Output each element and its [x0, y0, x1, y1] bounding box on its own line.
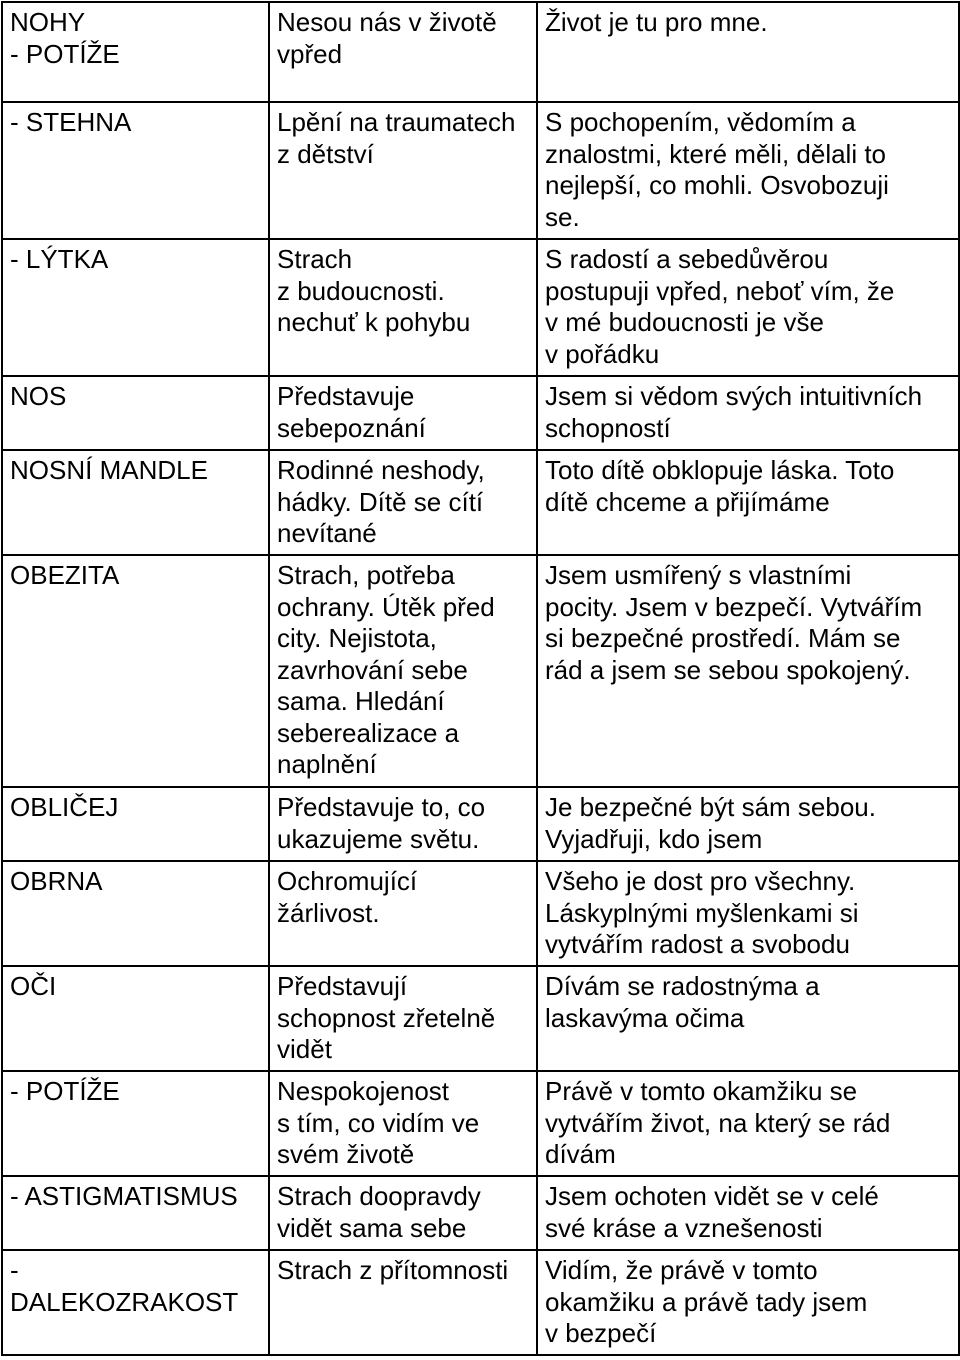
- affirmation-cell: S radostí a sebedůvěrou postupuji vpřed, neboť vím, že v mé budoucnosti je vše v pořádku: [537, 239, 959, 376]
- affirmation-cell: Jsem si vědom svých intuitivních schopností: [537, 376, 959, 450]
- affirmation-cell: Život je tu pro mne.: [537, 2, 959, 102]
- affirmation-cell: Jsem ochoten vidět se v celé své kráse a vznešenosti: [537, 1176, 959, 1250]
- table-row: [2, 239, 959, 376]
- table-row: [2, 102, 959, 239]
- condition-cell: - LÝTKA: [2, 239, 269, 376]
- condition-cell: OBEZITA: [2, 555, 269, 787]
- table-row: [2, 376, 959, 450]
- condition-table: [1, 1, 960, 1356]
- affirmation-cell: Dívám se radostnýma a laskavýma očima: [537, 966, 959, 1071]
- affirmation-cell: Je bezpečné být sám sebou. Vyjadřuji, kdo jsem: [537, 787, 959, 861]
- affirmation-cell: Všeho je dost pro všechny. Láskyplnými myšlenkami si vytvářím radost a svobodu: [537, 861, 959, 966]
- cause-cell: Nesou nás v životě vpřed: [269, 2, 537, 102]
- table-row: [2, 555, 959, 787]
- condition-cell: NOSNÍ MANDLE: [2, 450, 269, 555]
- condition-cell: NOS: [2, 376, 269, 450]
- affirmation-cell: Toto dítě obklopuje láska. Toto dítě chceme a přijímáme: [537, 450, 959, 555]
- condition-cell: OBLIČEJ: [2, 787, 269, 861]
- condition-cell: OBRNA: [2, 861, 269, 966]
- cause-cell: Strach z budoucnosti. nechuť k pohybu: [269, 239, 537, 376]
- condition-cell: - DALEKOZRAKOST: [2, 1250, 269, 1355]
- table-row: [2, 450, 959, 555]
- cause-cell: Lpění na traumatech z dětství: [269, 102, 537, 239]
- table-row: [2, 1176, 959, 1250]
- table-row: [2, 861, 959, 966]
- condition-cell: OČI: [2, 966, 269, 1071]
- cause-cell: Představují schopnost zřetelně vidět: [269, 966, 537, 1071]
- cause-cell: Strach doopravdy vidět sama sebe: [269, 1176, 537, 1250]
- condition-cell: NOHY - POTÍŽE: [2, 2, 269, 102]
- table-row: [2, 2, 959, 102]
- affirmation-cell: S pochopením, vědomím a znalostmi, které měli, dělali to nejlepší, co mohli. Osvobozuji se.: [537, 102, 959, 239]
- table-row: [2, 1250, 959, 1355]
- cause-cell: Rodinné neshody, hádky. Dítě se cítí nevítané: [269, 450, 537, 555]
- affirmation-cell: Jsem usmířený s vlastními pocity. Jsem v bezpečí. Vytvářím si bezpečné prostředí. Mám se rád a jsem se sebou spokojený.: [537, 555, 959, 787]
- affirmation-cell: Vidím, že právě v tomto okamžiku a právě tady jsem v bezpečí: [537, 1250, 959, 1355]
- cause-cell: Představuje to, co ukazujeme světu.: [269, 787, 537, 861]
- table-row: [2, 787, 959, 861]
- condition-cell: - POTÍŽE: [2, 1071, 269, 1176]
- affirmation-cell: Právě v tomto okamžiku se vytvářím život, na který se rád dívám: [537, 1071, 959, 1176]
- cause-cell: Představuje sebepoznání: [269, 376, 537, 450]
- table-row: [2, 966, 959, 1071]
- cause-cell: Ochromující žárlivost.: [269, 861, 537, 966]
- condition-cell: - ASTIGMATISMUS: [2, 1176, 269, 1250]
- table-row: [2, 1071, 959, 1176]
- cause-cell: Strach, potřeba ochrany. Útěk před city. Nejistota, zavrhování sebe sama. Hledání seberealizace a naplnění: [269, 555, 537, 787]
- cause-cell: Nespokojenost s tím, co vidím ve svém životě: [269, 1071, 537, 1176]
- cause-cell: Strach z přítomnosti: [269, 1250, 537, 1355]
- condition-cell: - STEHNA: [2, 102, 269, 239]
